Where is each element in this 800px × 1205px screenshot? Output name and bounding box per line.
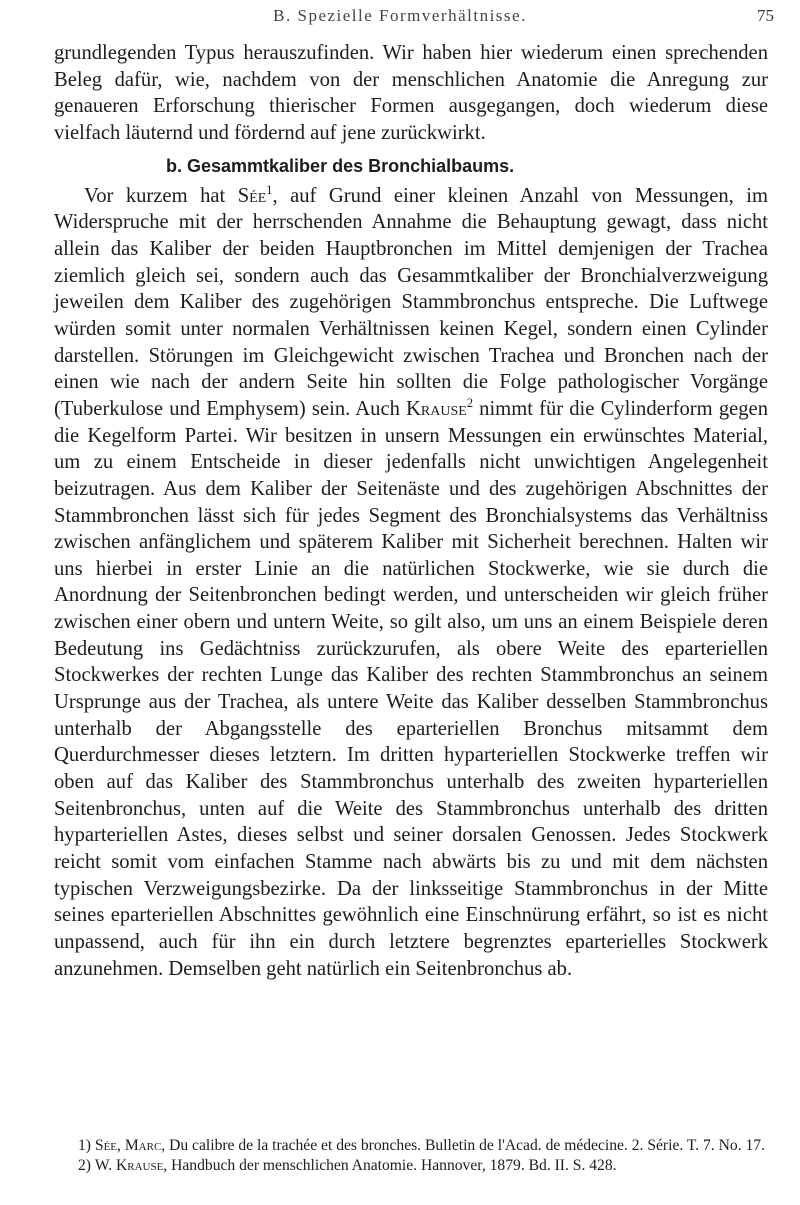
footnote-1-marker: 1) [78,1137,91,1154]
paragraph-main [54,183,768,983]
footnote-2-author: W. Krause, [94,1157,168,1174]
page-header [0,6,800,26]
footnotes [54,1136,768,1176]
footnote-ref-2: 2 [466,396,474,411]
footnote-1-text: Du calibre de la trachée et des bronches. Bulletin de l'Acad. de médecine. 2. Série. T. 7. No. 17. [165,1137,765,1154]
footnote-1 [54,1136,768,1156]
footnote-2 [54,1156,768,1176]
footnote-2-text: Handbuch der menschlichen Anatomie. Hannover, 1879. Bd. II. S. 428. [167,1157,617,1174]
paragraph-text-end: nimmt für die Cylinderform gegen die Kegelform Partei. Wir besitzen in unsern Messungen ein erwünschtes Material, um zu einem Entscheide in dieser jedenfalls nicht unwichtigen Angelegenheit beizutragen. Aus dem Kaliber der Seitenäste und des zugehörigen Abschnittes der Stammbronchen lässt sich für jedes Segment des Bronchialsystems das Verhältniss zwischen anfänglichem und späterem Kaliber mit Sicherheit berechnen. Halten wir uns hierbei in erster Linie an die natürlichen Stockwerke, wie sie durch die Anordnung der Seitenbronchen bedingt werden, und unterscheiden wir gleich früher zwischen einer obern und untern Weite, so gilt also, um uns an einem Beispiele deren Bedeutung ins Gedächtniss zurückzurufen, als obere Weite des eparteriellen Stockwerkes der rechten Lunge das Kaliber des rechten Stammbronchus an seinem Ursprunge aus der Trachea, als untere Weite das Kaliber desselben Stammbronchus unterhalb der Abgangsstelle des eparteriellen Bronchus mitsammt dem Querdurchmesser dieses letztern. Im dritten hyparteriellen Stockwerke treffen wir oben auf das Kaliber des Stammbronchus unterhalb des zweiten hyparteriellen Seitenbronchus, unten auf die Weite des Stammbronchus unterhalb des dritten hyparteriellen Astes, dieses selbst und seiner dorsalen Genossen. Jedes Stockwerk reicht somit vom einfachen Stamme nach abwärts bis zu und mit dem nächsten typischen Verzweigungsbezirke. Da der linksseitige Stammbronchus in der Mitte seines eparteriellen Abschnittes gewöhnlich eine Einschnürung erfährt, so ist es nicht unpassend, auch für ihn ein durch letztere begrenztes eparterielles Stockwerk anzunehmen. Demselben geht natürlich ein Seitenbronchus ab. [54,397,768,980]
author-name-krause: Krause [406,397,467,420]
author-name-see: Sée [237,184,267,207]
footnote-1-author: Sée, Marc, [94,1137,166,1154]
section-heading: b. Gesammtkaliber des Bronchialbaums. [166,155,515,176]
paragraph-text-middle: , auf Grund einer kleinen Anzahl von Messungen, im Widerspruche mit der herrschenden Annahme die Behauptung gewagt, dass nicht allein das Kaliber der beiden Hauptbronchen im Mittel demjenigen der Trachea ziemlich gleich sei, sondern auch das Gesammtkaliber der Bronchialverzweigung jeweilen dem Kaliber des zugehörigen Stammbronchus entspreche. Die Luftwege würden somit unter normalen Verhältnissen keinen Kegel, sondern einen Cylinder darstellen. Störungen im Gleichgewicht zwischen Trachea und Bronchen nach der einen wie nach der andern Seite hin sollten die Folge pathologischer Vorgänge (Tuberkulose und Emphysem) sein. Auch [54,184,768,420]
footnote-2-marker: 2) [78,1157,91,1174]
page-number: 75 [757,6,774,25]
paragraph-text-start: Vor kurzem hat [84,184,238,207]
running-head: B. Spezielle Formverhältnisse. [273,6,527,25]
paragraph-continuation: grundlegenden Typus herauszufinden. Wir haben hier wiederum einen sprechenden Beleg dafür, wie, nachdem von der menschlichen Anatomie die Anregung zur genaueren Erforschung thierischer Formen ausgegangen, doch wiederum diese vielfach läuternd und fördernd auf jene zurückwirkt. [54,42,768,144]
footnote-ref-1: 1 [266,182,273,197]
main-text [54,40,768,982]
